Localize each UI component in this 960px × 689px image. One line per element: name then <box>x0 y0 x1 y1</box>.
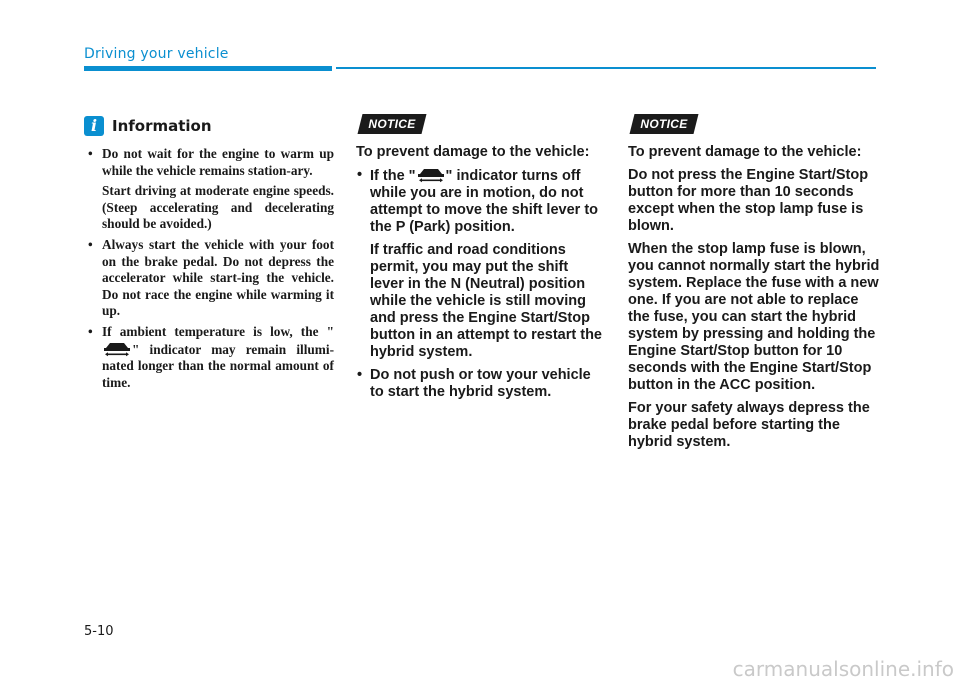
notice2-paragraph-1: Do not press the Engine Start/Stop button for more than 10 seconds except when the stop lamp fuse is blown. <box>628 167 869 234</box>
notice-list <box>356 167 606 401</box>
notice1-bullet-1 <box>370 167 606 236</box>
information-bullet-1b: Start driving at moderate engine speeds. (Steep accelerating and decelerating should be avoided.) <box>102 183 334 232</box>
information-bullet-2: • Always start the vehicle with your foot on the brake pedal. Do not depress the accelerator while start-ing the vehicle. Do not race the engine while warming it up. <box>102 236 334 319</box>
notice1-bullet-1b: If traffic and road conditions permit, you may put the shift lever in the N (Neutral) position while the vehicle is still moving and press the Engine Start/Stop button in an attempt to restart the hybrid system. <box>370 242 602 360</box>
notice1-bullet1-post: " indicator turns off while you are in motion, do not attempt to move the shift lever to the P (Park) position. <box>370 168 599 235</box>
list-item <box>356 167 606 361</box>
list-item <box>84 324 334 391</box>
notice-badge-label: NOTICE <box>368 117 416 131</box>
hybrid-ready-car-icon <box>102 341 132 357</box>
notice1-bullet-2: • Do not push or tow your vehicle to start the hybrid system. <box>370 367 591 400</box>
list-item <box>84 146 334 233</box>
bullet3-text-post: " indicator may remain illumi-nated longer than the normal amount of time. <box>102 341 334 390</box>
info-icon: i <box>84 116 104 136</box>
notice-badge-label: NOTICE <box>640 117 688 131</box>
list-item <box>84 237 334 320</box>
information-bullet-1a: • Do not wait for the engine to warm up while the vehicle remains station-ary. <box>102 146 334 178</box>
section-title: Driving your vehicle <box>84 46 229 62</box>
notice1-bullet1-pre: If the " <box>370 168 416 184</box>
notice-title: To prevent damage to the vehicle: <box>628 144 862 160</box>
notice-badge <box>630 114 699 134</box>
information-list <box>84 146 334 391</box>
page-number: 5-10 <box>84 624 114 639</box>
information-column <box>84 114 334 395</box>
notice2-paragraph-2: When the stop lamp fuse is blown, you cannot normally start the hybrid system. Replace the fuse with a new one. If you are not able to replace the fuse, you can start the hybrid system by pressing and holding the Engine Start/Stop button for 10 seconds with the Engine Start/Stop button in the ACC position. <box>628 241 880 393</box>
hybrid-ready-car-icon <box>416 167 446 183</box>
bullet3-text-pre: If ambient temperature is low, the " <box>102 323 334 339</box>
notice-title: To prevent damage to the vehicle: <box>356 144 590 160</box>
information-title: Information <box>112 117 212 135</box>
header-rule-thick <box>84 66 332 71</box>
information-bullet-3 <box>102 324 334 391</box>
list-item <box>356 367 606 401</box>
notice2-paragraph-3: For your safety always depress the brake pedal before starting the hybrid system. <box>628 400 870 450</box>
notice-column-2 <box>628 114 880 457</box>
information-header <box>84 114 334 138</box>
watermark: carmanualsonline.info <box>732 657 954 681</box>
header-rule-thin <box>336 67 876 69</box>
notice-badge <box>358 114 427 134</box>
notice-column-1 <box>356 114 606 407</box>
